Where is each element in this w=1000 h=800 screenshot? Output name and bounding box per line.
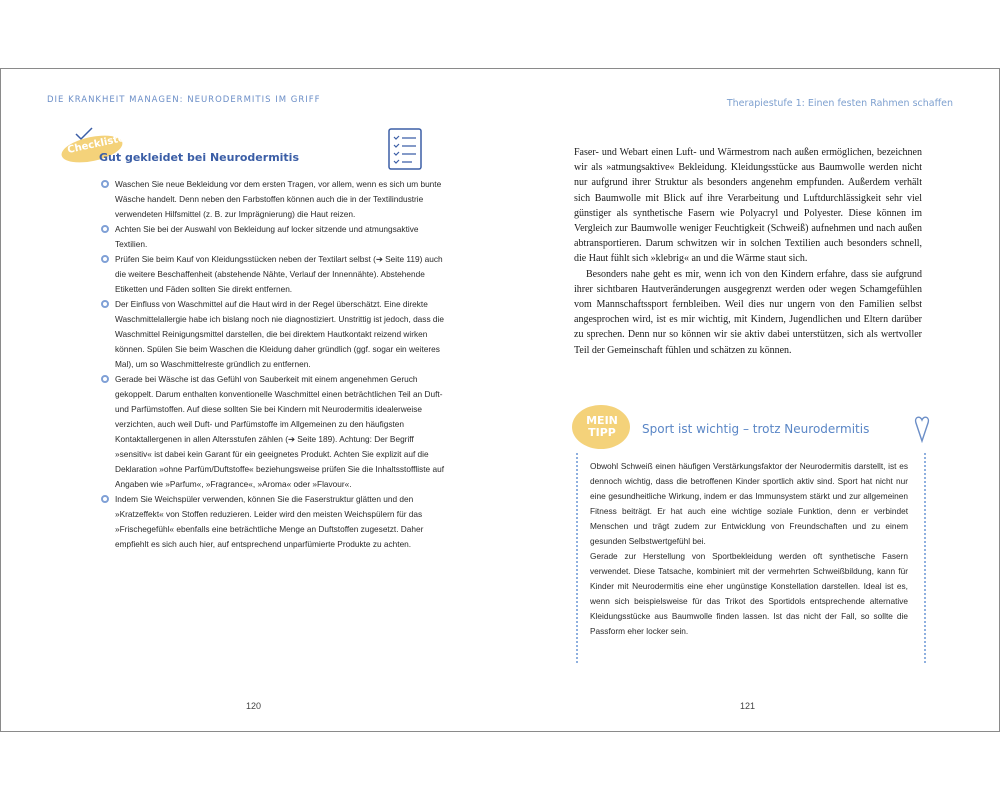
- bullet-circle-icon: [101, 300, 109, 308]
- list-item: Achten Sie bei der Auswahl von Bekleidung auf locker sitzende und atmungsaktive Textilien.: [101, 222, 445, 252]
- paragraph: Obwohl Schweiß einen häufigen Verstärkungsfaktor der Neurodermitis darstellt, ist es dennoch wichtig, dass die betroffenen Kinder sportlich aktiv sind. Sport hat nicht nur eine gesundheitliche Wirkung, indem er das Immunsystem stärkt und zur allgemeinen Fitness beiträgt. Er hat auch eine wichtige soziale Funktion, denn er verbindet Menschen und trägt zudem zur Entwicklung von Freundschaften und zu einem gesunden Selbstwertgefühl bei.: [590, 461, 908, 546]
- bullet-circle-icon: [101, 375, 109, 383]
- list-item: Indem Sie Weichspüler verwenden, können Sie die Faserstruktur glätten und den »Kratzeffekt« von Stoffen reduzieren. Leider wird den meisten Weichspülern für das »Frischegefühl« ebenfalls eine beträchtliche Menge an Duftstoffen zugesetzt. Daher empfiehlt es sich auch hier, auf entsprechend unparfümierte Produkte zu achten.: [101, 492, 445, 552]
- bullet-circle-icon: [101, 180, 109, 188]
- page-number-left: 120: [246, 701, 262, 711]
- checklist: [101, 177, 445, 552]
- tip-box: [576, 453, 926, 663]
- list-item: Der Einfluss von Waschmittel auf die Haut wird in der Regel überschätzt. Eine direkte Waschmittelallergie habe ich bislang noch nie diagnostiziert. Unstrittig ist jedoch, dass die Waschmittel Reinigungsmittel darstellen, die bei direktem Hautkontakt reizend wirken können. Spülen Sie beim Waschen die Kleidung daher gründlich (ggf. sogar ein weiteres Mal), um so Waschmittelreste gründlich zu entfernen.: [101, 297, 445, 372]
- tip-badge-label: MEIN TIPP: [586, 414, 618, 439]
- running-header-left: DIE KRANKHEIT MANAGEN: NEURODERMITIS IM GRIFF: [47, 95, 321, 105]
- paragraph: Gerade zur Herstellung von Sportbekleidung werden oft synthetische Fasern verwendet. Diese Tatsache, kombiniert mit der vermehrten Schweißbildung, kann für Kinder mit Neurodermitis eine eher ungünstige Konstellation darstellen. Ideal ist es, wenn sich beispielsweise für das Trikot des Sportidols entsprechende alternative Kleidungsstücke aus Baumwolle finden lassen. Ist das nicht der Fall, so sollte die Passform eher locker sein.: [590, 551, 908, 636]
- left-page: [1, 69, 500, 731]
- page-number-right: 121: [740, 701, 756, 711]
- heart-icon: [914, 413, 930, 443]
- tip-text: [590, 459, 908, 639]
- paragraph: Besonders nahe geht es mir, wenn ich von den Kindern erfahre, dass sie aufgrund ihrer sichtbaren Hautveränderungen ausgegrenzt werden oder wegen Schamgefühlen vom Mannschaftssport fernbleiben. Weil dies nur ungern von den Familien selbst angesprochen wird, ist es mir wichtig, mit Kindern, Jugendlichen und Eltern darüber zu sprechen. Denn nur so können wir sie aktiv dabei unterstützen, sich als wertvoller Teil der Gemeinschaft fühlen und schätzen zu können.: [574, 268, 922, 356]
- right-page: [500, 69, 999, 731]
- paragraph: Faser- und Webart einen Luft- und Wärmestrom nach außen ermöglichen, bezeichnen wir als »atmungsaktive« Bekleidung. Kleidungsstücke aus Baumwolle werden nicht nur aufgrund ihrer Struktur als besonders angenehm empfunden. Außerdem verhält sich Baumwolle mit Blick auf ihre Verarbeitung und Luftdurchlässigkeit sehr viel günstiger als synthetische Fasern wie Polyacryl und Polyester. Diese können im Vergleich zur Baumwolle weniger Feuchtigkeit (Schweiß) aufnehmen und nach außen abtransportieren. Darum schwitzen wir in solchen Textilien auch besonders schnell, die Haut fühlt sich »klebrig« an und die Wärme staut sich.: [574, 147, 922, 265]
- clipboard-list-icon: [387, 127, 423, 171]
- book-spread: [0, 68, 1000, 732]
- bullet-circle-icon: [101, 255, 109, 263]
- list-item: Prüfen Sie beim Kauf von Kleidungsstücken neben der Textilart selbst (➔ Seite 119) auch die weitere Beschaffenheit (abstehende Nähte, Verlauf der Innennähte). Abstehende Etiketten und Fäden sollten Sie direkt entfernen.: [101, 252, 445, 297]
- bullet-circle-icon: [101, 225, 109, 233]
- checklist-title: Gut gekleidet bei Neurodermitis: [99, 151, 300, 164]
- checklist-badge-label: Checkliste: [66, 133, 126, 156]
- body-text: [574, 145, 922, 358]
- bullet-circle-icon: [101, 495, 109, 503]
- list-item: Waschen Sie neue Bekleidung vor dem ersten Tragen, vor allem, wenn es sich um bunte Wäsche handelt. Denn neben den Farbstoffen können auch die in der Textilindustrie verwendeten Hilfsmittel (z. B. zur Imprägnierung) die Haut reizen.: [101, 177, 445, 222]
- tip-title: Sport ist wichtig – trotz Neurodermitis: [642, 422, 870, 436]
- running-header-right: Therapiestufe 1: Einen festen Rahmen schaffen: [726, 98, 953, 109]
- list-item: Gerade bei Wäsche ist das Gefühl von Sauberkeit mit einem angenehmen Geruch gekoppelt. Darum enthalten konventionelle Waschmittel einen beträchtlichen Teil an Duft- und Parfümstoffen. Auf diese sollten Sie bei Kindern mit Neurodermitis idealerweise verzichten, auch weil Duft- und Parfümstoffe im Allgemeinen zu den häufigsten Kontaktallergenen in allen Altersstufen zählen (➔ Seite 189). Achtung: Der Begriff »sensitiv« ist dabei kein Garant für ein geeignetes Produkt. Achten Sie explizit auf die Deklaration »ohne Parfüm/Duftstoffe« beziehungsweise prüfen Sie die Inhaltsstoffliste auf Angaben wie »Parfum«, »Fragrance«, »Aroma« oder »Flavour«.: [101, 372, 445, 492]
